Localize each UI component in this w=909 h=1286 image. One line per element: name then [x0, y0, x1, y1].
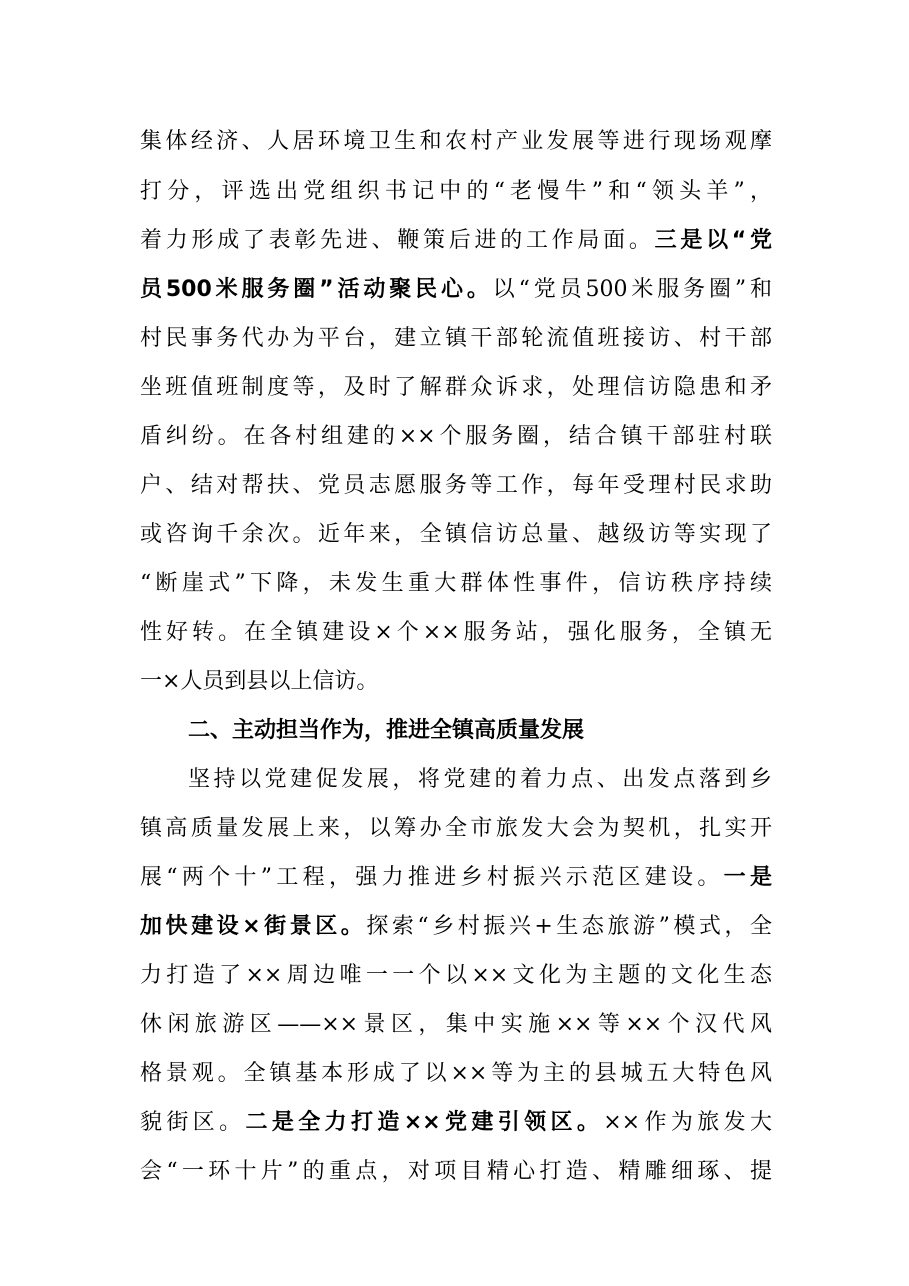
body-line: [140, 1003, 772, 1047]
body-line: [140, 1101, 772, 1145]
body-line: [140, 1150, 772, 1194]
line-text: 一×人员到县以上信访。: [140, 669, 379, 694]
line-text: 貌街区。: [140, 1110, 246, 1135]
body-line: [140, 415, 772, 459]
bold-subheading: 一是: [723, 865, 772, 890]
line-text: “断崖式”下降，未发生重大群体性事件，信访秩序持续: [140, 571, 772, 596]
body-line: [140, 513, 772, 557]
line-text: 力打造了××周边唯一一个以××文化为主题的文化生态: [140, 963, 772, 988]
line-text: 或咨询千余次。近年来，全镇信访总量、越级访等实现了: [140, 522, 772, 547]
line-text: 会“一环十片”的重点，对项目精心打造、精雕细琢、提: [140, 1159, 772, 1184]
line-text: 以“党员500米服务圈”和: [492, 277, 772, 302]
line-text: 坐班值班制度等，及时了解群众诉求，处理信访隐患和矛: [140, 375, 772, 400]
line-text: 镇高质量发展上来，以筹办全市旅发大会为契机，扎实开: [140, 816, 772, 841]
body-line: [140, 611, 772, 655]
line-text: 户、结对帮扶、党员志愿服务等工作，每年受理村民求助: [140, 473, 772, 498]
heading-text: 二、主动担当作为，推进全镇高质量发展: [188, 718, 585, 743]
body-line: [140, 660, 772, 704]
body-line: [140, 905, 772, 949]
bold-subheading: 二是全力打造××党建引领区。: [245, 1110, 604, 1135]
body-line: [140, 268, 772, 312]
body-line: [140, 317, 772, 361]
line-text: 展“两个十”工程，强力推进乡村振兴示范区建设。: [140, 865, 724, 890]
line-text: 探索“乡村振兴+生态旅游”模式，全: [366, 914, 772, 939]
bold-subheading: 员500米服务圈”活动聚民心。: [140, 277, 493, 302]
body-line: [140, 170, 772, 214]
body-line: [140, 562, 772, 606]
bold-subheading: 加快建设×街景区。: [140, 914, 367, 939]
body-line: [140, 120, 772, 164]
body-line: [140, 464, 772, 508]
line-text: 坚持以党建促发展，将党建的着力点、出发点落到乡: [188, 767, 772, 792]
line-text: 集体经济、人居环境卫生和农村产业发展等进行现场观摩: [140, 129, 772, 154]
line-text: ××作为旅发大: [603, 1110, 772, 1135]
body-line: [140, 807, 772, 851]
line-text: 休闲旅游区——××景区，集中实施××等××个汉代风: [140, 1012, 772, 1037]
body-line: [140, 856, 772, 900]
body-line: [140, 366, 772, 410]
bold-subheading: 三是以“党: [654, 228, 772, 253]
body-line: [140, 1052, 772, 1096]
body-line: [188, 758, 772, 802]
line-text: 村民事务代办为平台，建立镇干部轮流值班接访、村干部: [140, 326, 772, 351]
body-line: [140, 954, 772, 998]
line-text: 着力形成了表彰先进、鞭策后进的工作局面。: [140, 228, 655, 253]
body-line: [140, 219, 772, 263]
section-heading: [188, 709, 772, 753]
line-text: 性好转。在全镇建设×个××服务站，强化服务，全镇无: [140, 620, 772, 645]
line-text: 打分，评选出党组织书记中的“老慢牛”和“领头羊”，: [140, 179, 772, 204]
line-text: 格景观。全镇基本形成了以××等为主的县城五大特色风: [140, 1061, 772, 1086]
line-text: 盾纠纷。在各村组建的××个服务圈，结合镇干部驻村联: [140, 424, 772, 449]
